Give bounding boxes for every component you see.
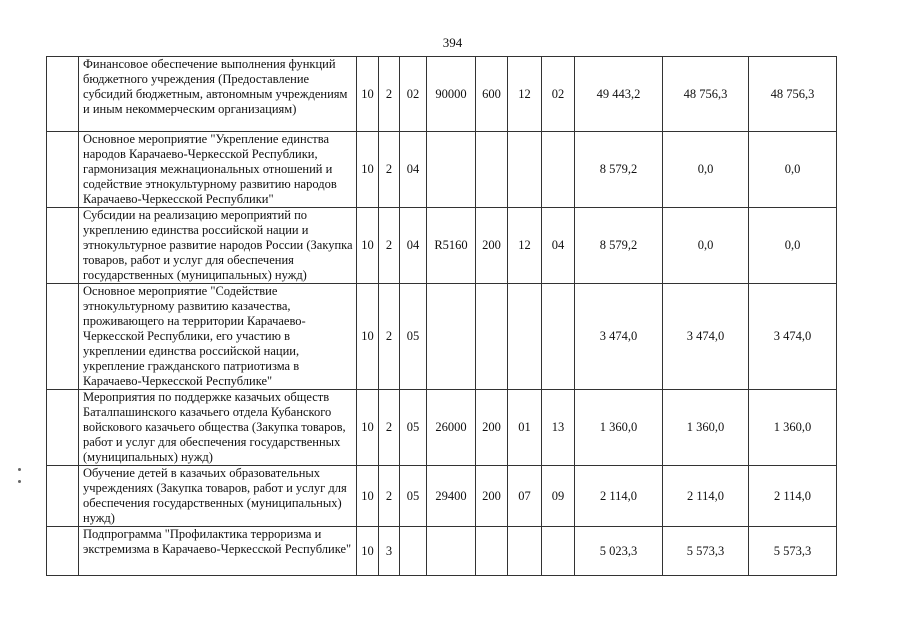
value-year-1: 49 443,2 [575,57,663,132]
program-code: 05 [400,390,427,466]
row-description: Основное мероприятие "Содействие этнокультурному развитию казачества, проживающего на территории Карачаево-Черкесской Республики, его участию в укреплении единства российской нации, укрепление гражданского патриотизма в Карачаево-Черкесской Республике" [79,284,357,390]
table-row [47,208,837,284]
row-description: Финансовое обеспечение выполнения функций бюджетного учреждения (Предоставление субсидий бюджетным, автономным учреждениям и иным некоммерческим организациям) [79,57,357,132]
subchapter-code [542,284,575,390]
chapter-code: 07 [508,466,542,527]
expense-type: 200 [476,208,508,284]
section-code: 10 [357,390,379,466]
table-row [47,390,837,466]
value-year-2: 3 474,0 [663,284,749,390]
section-code: 10 [357,208,379,284]
value-year-1: 1 360,0 [575,390,663,466]
target-code: R5160 [427,208,476,284]
table-row [47,466,837,527]
value-year-1: 3 474,0 [575,284,663,390]
target-code: 90000 [427,57,476,132]
subsection-code: 2 [379,132,400,208]
subchapter-code: 09 [542,466,575,527]
program-code: 05 [400,466,427,527]
value-year-1: 2 114,0 [575,466,663,527]
expense-type [476,132,508,208]
table-body [47,57,837,576]
row-index-cell [47,132,79,208]
value-year-2: 1 360,0 [663,390,749,466]
subsection-code: 2 [379,466,400,527]
expense-type: 600 [476,57,508,132]
subchapter-code: 02 [542,57,575,132]
value-year-3: 1 360,0 [749,390,837,466]
target-code [427,527,476,576]
value-year-2: 48 756,3 [663,57,749,132]
subsection-code: 2 [379,208,400,284]
section-code: 10 [357,57,379,132]
chapter-code [508,527,542,576]
row-index-cell [47,284,79,390]
program-code: 04 [400,208,427,284]
expense-type [476,527,508,576]
value-year-2: 0,0 [663,208,749,284]
value-year-3: 3 474,0 [749,284,837,390]
value-year-1: 8 579,2 [575,132,663,208]
section-code: 10 [357,466,379,527]
value-year-2: 2 114,0 [663,466,749,527]
value-year-2: 0,0 [663,132,749,208]
row-description: Подпрограмма "Профилактика терроризма и экстремизма в Карачаево-Черкесской Республике" [79,527,357,576]
row-index-cell [47,57,79,132]
table-row [47,132,837,208]
target-code: 26000 [427,390,476,466]
target-code [427,284,476,390]
program-code: 02 [400,57,427,132]
chapter-code [508,132,542,208]
target-code: 29400 [427,466,476,527]
program-code [400,527,427,576]
section-code: 10 [357,527,379,576]
value-year-3: 0,0 [749,132,837,208]
expense-type [476,284,508,390]
chapter-code [508,284,542,390]
expense-type: 200 [476,390,508,466]
subsection-code: 2 [379,390,400,466]
row-description: Обучение детей в казачьих образовательных учреждениях (Закупка товаров, работ и услуг для обеспечения государственных (муниципальных) нужд) [79,466,357,527]
row-index-cell [47,208,79,284]
subsection-code: 2 [379,284,400,390]
chapter-code: 12 [508,208,542,284]
row-description: Мероприятия по поддержке казачьих обществ Баталпашинского казачьего отдела Кубанского войскового казачьего общества (Закупка товаров, работ и услуг для обеспечения государственных (муниципальных) нужд) [79,390,357,466]
page-number: 394 [442,35,463,50]
table-row [47,57,837,132]
scan-mark [18,468,21,471]
value-year-3: 48 756,3 [749,57,837,132]
chapter-code: 12 [508,57,542,132]
row-description: Основное мероприятие "Укрепление единства народов Карачаево-Черкесской Республики, гармонизация межнациональных отношений и содействие этнокультурному развитию народов Карачаево-Черкесской Республики" [79,132,357,208]
row-index-cell [47,390,79,466]
table-row [47,527,837,576]
subchapter-code: 04 [542,208,575,284]
section-code: 10 [357,132,379,208]
value-year-2: 5 573,3 [663,527,749,576]
target-code [427,132,476,208]
row-index-cell [47,466,79,527]
subchapter-code [542,132,575,208]
value-year-1: 8 579,2 [575,208,663,284]
scan-mark [18,480,21,483]
row-description: Субсидии на реализацию мероприятий по укреплению единства российской нации и этнокультурное развитие народов России (Закупка товаров, работ и услуг для обеспечения государственных (муниципальных) нужд) [79,208,357,284]
value-year-3: 2 114,0 [749,466,837,527]
value-year-1: 5 023,3 [575,527,663,576]
program-code: 04 [400,132,427,208]
subsection-code: 2 [379,57,400,132]
row-index-cell [47,527,79,576]
budget-table [46,56,837,576]
value-year-3: 0,0 [749,208,837,284]
value-year-3: 5 573,3 [749,527,837,576]
subchapter-code: 13 [542,390,575,466]
chapter-code: 01 [508,390,542,466]
table-row [47,284,837,390]
program-code: 05 [400,284,427,390]
expense-type: 200 [476,466,508,527]
section-code: 10 [357,284,379,390]
subchapter-code [542,527,575,576]
subsection-code: 3 [379,527,400,576]
